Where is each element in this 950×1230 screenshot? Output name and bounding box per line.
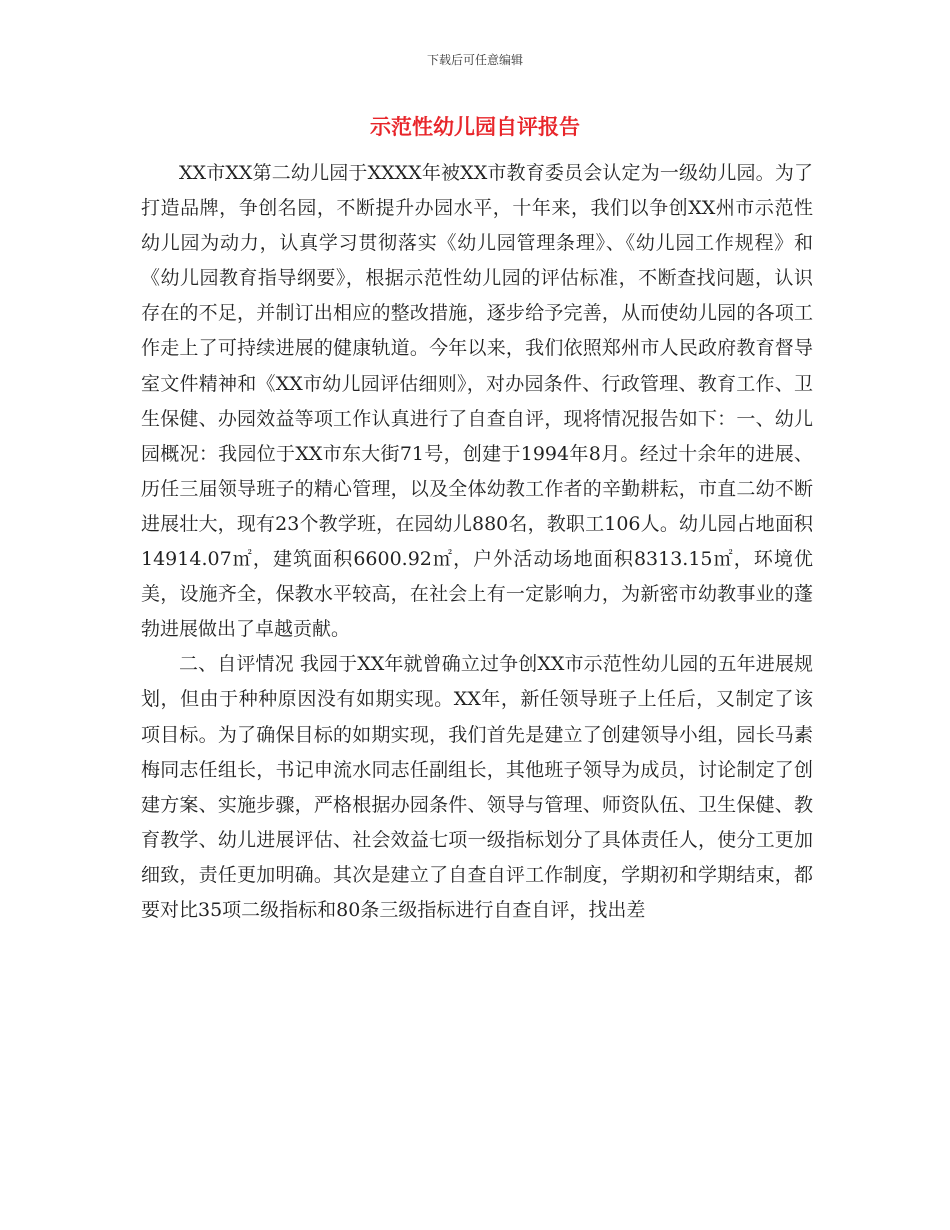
header-note: 下载后可任意编辑 (426, 53, 523, 67)
document-title: 示范性幼儿园自评报告 (370, 115, 580, 139)
document-body (141, 156, 813, 928)
paragraph-overview: XX市XX第二幼儿园于XXXX年被XX市教育委员会认定为一级幼儿园。为了打造品牌，争创名园，不断提升办园水平，十年来，我们以争创XX州市示范性幼儿园为动力，认真学习贯彻落实《幼儿园管理条理》、《幼儿园工作规程》和《幼儿园教育指导纲要》，根据示范性幼儿园的评估标准，不断查找问题，认识存在的不足，并制订出相应的整改措施，逐步给予完善，从而使幼儿园的各项工作走上了可持续进展的健康轨道。今年以来，我们依照郑州市人民政府教育督导室文件精神和《XX市幼儿园评估细则》，对办园条件、行政管理、教育工作、卫生保健、办园效益等项工作认真进行了自查自评，现将情况报告如下：一、幼儿园概况：我园位于XX市东大街71号，创建于1994年8月。经过十余年的进展、历任三届领导班子的精心管理，以及全体幼教工作者的辛勤耕耘，市直二幼不断进展壮大，现有23个教学班，在园幼儿880名，教职工106人。幼儿园占地面积14914.07㎡，建筑面积6600.92㎡，户外活动场地面积8313.15㎡，环境优美，设施齐全，保教水平较高，在社会上有一定影响力，为新密市幼教事业的蓬勃进展做出了卓越贡献。 (141, 162, 813, 641)
paragraph-self-evaluation: 二、自评情况 我园于XX年就曾确立过争创XX市示范性幼儿园的五年进展规划，但由于种种原因没有如期实现。XX年，新任领导班子上任后，又制定了该项目标。为了确保目标的如期实现，我们首先是建立了创建领导小组，园长马素梅同志任组长，书记申流水同志任副组长，其他班子领导为成员，讨论制定了创建方案、实施步骤，严格根据办园条件、领导与管理、师资队伍、卫生保健、教育教学、幼儿进展评估、社会效益七项一级指标划分了具体责任人，使分工更加细致，责任更加明确。其次是建立了自查自评工作制度，学期初和学期结束，都要对比35项二级指标和80条三级指标进行自查自评，找出差 (141, 653, 813, 921)
